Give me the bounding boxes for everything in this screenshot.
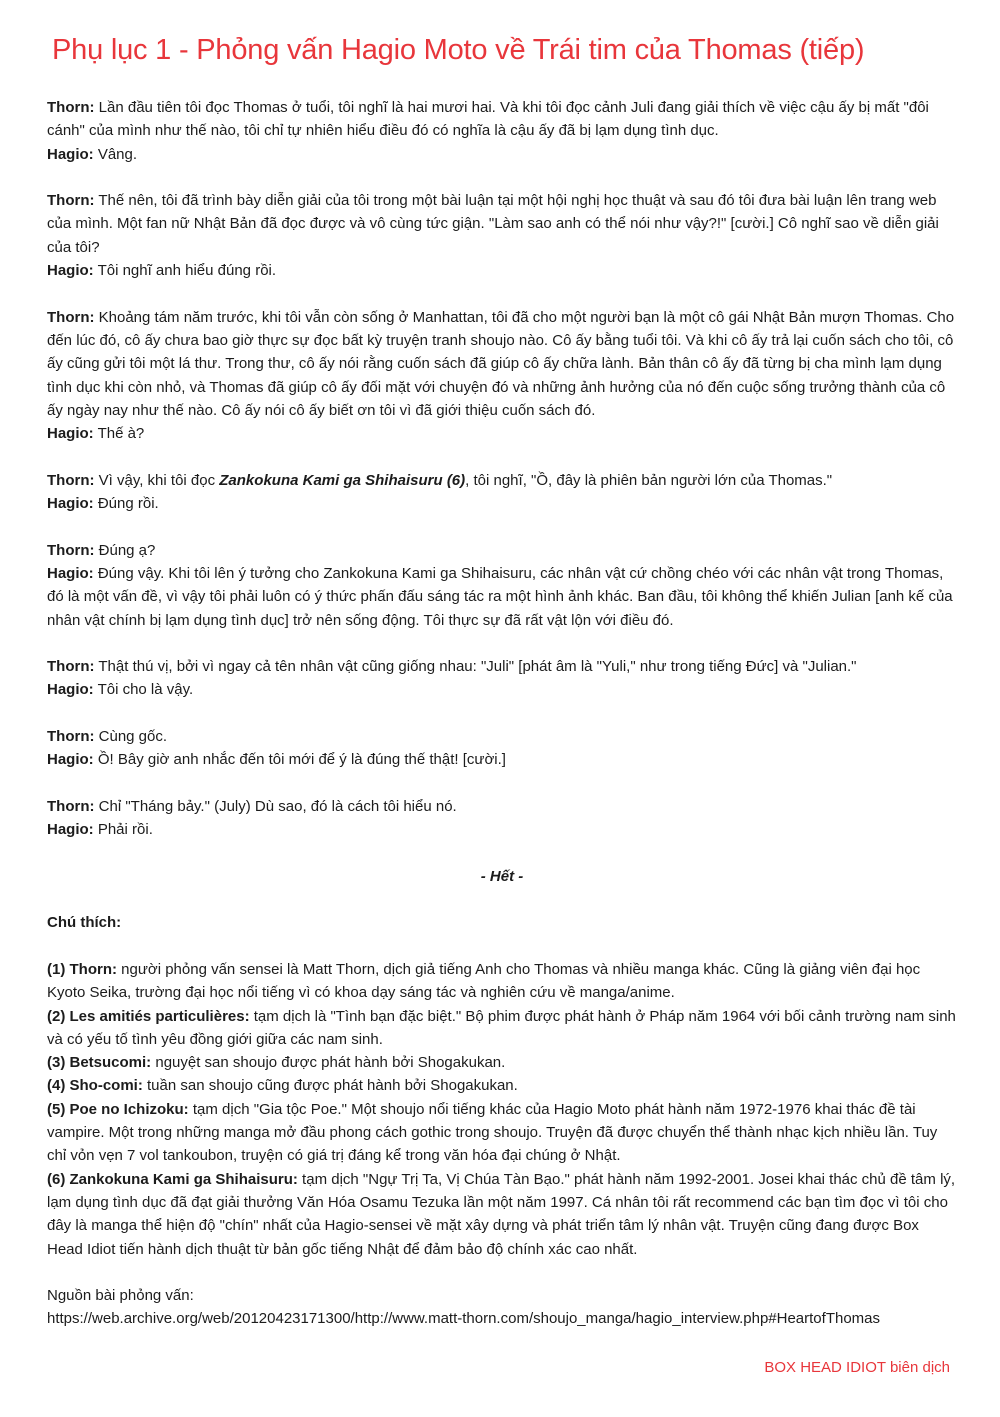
content [47, 96, 957, 1331]
speaker-label: Thorn: [47, 541, 95, 559]
credit: BOX HEAD IDIOT biên dịch [764, 1359, 950, 1376]
speaker-label: Hagio: [47, 564, 94, 582]
dialogue-text: Đúng vậy. Khi tôi lên ý tưởng cho Zankokuna Kami ga Shihaisuru, các nhân vật cứ chồng chéo với các nhân vật trong Thomas, đó là một vấn đề, vì vậy tôi phải luôn có ý thức phấn đấu sáng tác ra một hình ảnh khác. Ban đầu, tôi không thể khiến Julian [anh kế của nhân vật chính bị lạm dụng tình dục] trở nên sống động. Tôi thực sự đã rất vật lộn với điều đó. [47, 564, 953, 629]
dialogue-line [47, 492, 957, 515]
dialogue-text: , tôi nghĩ, "Ồ, đây là phiên bản người lớn của Thomas." [465, 471, 833, 489]
interview-block [47, 795, 957, 842]
footnote [47, 1168, 957, 1261]
dialogue-line [47, 818, 957, 841]
speaker-label: Hagio: [47, 425, 94, 443]
speaker-label: Hagio: [47, 751, 94, 769]
speaker-label: Thorn: [47, 728, 95, 746]
source [47, 1284, 957, 1331]
footnote-text: người phỏng vấn sensei là Matt Thorn, dịch giả tiếng Anh cho Thomas và nhiều manga khác. Cũng là giảng viên đại học Kyoto Seika, trường đại học nổi tiếng vì có khoa dạy sáng tác và nghiên cứu về manga/anime. [47, 960, 921, 1002]
dialogue-line [47, 678, 957, 701]
dialogue-line [47, 259, 957, 282]
interview [47, 96, 957, 842]
dialogue-text: Phải rồi. [93, 821, 153, 839]
footnote-text: tuần san shoujo cũng được phát hành bởi Shogakukan. [142, 1077, 518, 1095]
interview-block [47, 306, 957, 446]
footnote-text: tạm dịch "Gia tộc Poe." Một shoujo nổi tiếng khác của Hagio Moto phát hành năm 1972-1976 khai thác đề tài vampire. Một trong những manga mở đầu phong cách gothic trong shoujo. Truyện đã được chuyển thể thành nhạc kịch nhiều lần. Tuy chỉ vỏn vẹn 7 vol tankoubon, truyện có giá trị đáng kể trong văn hóa đại chúng ở Nhật. [47, 1100, 938, 1165]
dialogue-text: Tôi nghĩ anh hiểu đúng rồi. [93, 262, 277, 280]
dialogue-line [47, 469, 957, 492]
footnote [47, 1051, 957, 1074]
dialogue-text: Đúng ạ? [94, 541, 156, 559]
dialogue-line [47, 562, 957, 632]
footnote [47, 958, 957, 1005]
speaker-label: Hagio: [47, 821, 94, 839]
interview-block [47, 539, 957, 632]
speaker-label: Hagio: [47, 495, 94, 513]
speaker-label: Hagio: [47, 145, 94, 163]
speaker-label: Thorn: [47, 192, 95, 210]
dialogue-line [47, 422, 957, 445]
speaker-label: Hagio: [47, 681, 94, 699]
speaker-label: Thorn: [47, 308, 95, 326]
footnote-text: nguyệt san shoujo được phát hành bởi Shogakukan. [151, 1054, 506, 1072]
interview-block [47, 655, 957, 702]
footnote-term: (5) Poe no Ichizoku: [47, 1100, 189, 1118]
dialogue-text: Thật thú vị, bởi vì ngay cả tên nhân vật cũng giống nhau: "Juli" [phát âm là "Yuli," như trong tiếng Đức] và "Julian." [94, 658, 857, 676]
speaker-label: Hagio: [47, 262, 94, 280]
dialogue-text: Cùng gốc. [94, 728, 168, 746]
source-url[interactable]: https://web.archive.org/web/20120423171300/http://www.matt-thorn.com/shoujo_manga/hagio_interview.php#HeartofThomas [47, 1310, 880, 1328]
interview-block [47, 469, 957, 516]
dialogue-text: Thế à? [93, 425, 145, 443]
footnote [47, 1005, 957, 1052]
dialogue-text: Vâng. [93, 145, 138, 163]
dialogue-line [47, 539, 957, 562]
dialogue-text: Lần đầu tiên tôi đọc Thomas ở tuổi, tôi nghĩ là hai mươi hai. Và khi tôi đọc cảnh Juli đang giải thích về việc cậu ấy bị mất "đôi cánh" của mình như thế nào, tôi chỉ tự nhiên hiểu điều đó có nghĩa là cậu ấy đã bị lạm dụng tình dục. [47, 99, 929, 140]
footnote-text: tạm dịch là "Tình bạn đặc biệt." Bộ phim được phát hành ở Pháp năm 1964 với bối cảnh trường nam sinh và có yếu tố tình yêu đồng giới giữa các nam sinh. [47, 1007, 956, 1048]
footnote-term: (6) Zankokuna Kami ga Shihaisuru: [47, 1170, 298, 1188]
dialogue-line [47, 96, 957, 143]
notes-heading: Chú thích: [47, 914, 122, 932]
emphasized-title: Zankokuna Kami ga Shihaisuru (6) [219, 471, 466, 489]
footnote [47, 1074, 957, 1097]
source-label: Nguồn bài phỏng vấn: [47, 1287, 194, 1305]
dialogue-line [47, 655, 957, 678]
page-title: Phụ lục 1 - Phỏng vấn Hagio Moto về Trái tim của Thomas (tiếp) [52, 34, 865, 66]
footnote-term: (2) Les amitiés particulières: [47, 1007, 250, 1025]
dialogue-text: Ồ! Bây giờ anh nhắc đến tôi mới để ý là đúng thế thật! [cười.] [93, 751, 506, 769]
dialogue-line [47, 306, 957, 422]
interview-block [47, 96, 957, 166]
end-mark: - Hết - [480, 867, 524, 885]
dialogue-line [47, 143, 957, 166]
footnote [47, 1098, 957, 1168]
dialogue-line [47, 725, 957, 748]
dialogue-text: Đúng rồi. [93, 495, 159, 513]
notes-list [47, 958, 957, 1261]
speaker-label: Thorn: [47, 797, 95, 815]
dialogue-text: Tôi cho là vậy. [93, 681, 194, 699]
dialogue-text: Thế nên, tôi đã trình bày diễn giải của tôi trong một bài luận tại một hội nghị học thuật và sau đó tôi đưa bài luận lên trang web của mình. Một fan nữ Nhật Bản đã đọc được và vô cùng tức giận. "Làm sao anh có thể nói như vậy?!" [cười.] Cô nghĩ sao về diễn giải của tôi? [47, 192, 939, 256]
speaker-label: Thorn: [47, 99, 95, 116]
footnote-text: tạm dịch "Ngự Trị Ta, Vị Chúa Tàn Bạo." phát hành năm 1992-2001. Josei khai thác chủ đề tâm lý, lạm dụng tình dục đã đạt giải thưởng Văn Hóa Osamu Tezuka lần một năm 1997. Cá nhân tôi rất recommend các bạn tìm đọc vì tôi cho đây là manga thể hiện độ "chín" nhất của Hagio-sensei về mặt xây dựng và phát triển tâm lý nhân vật. Truyện cũng đang được Box Head Idiot tiến hành dịch thuật từ bản gốc tiếng Nhật để đảm bảo độ chính xác cao nhất. [47, 1170, 956, 1258]
dialogue-text: Chỉ "Tháng bảy." (July) Dù sao, đó là cách tôi hiểu nó. [94, 797, 457, 815]
interview-block [47, 725, 957, 772]
dialogue-line [47, 748, 957, 771]
dialogue-text: Khoảng tám năm trước, khi tôi vẫn còn sống ở Manhattan, tôi đã cho một người bạn là một cô gái Nhật Bản mượn Thomas. Cho đến lúc đó, cô ấy chưa bao giờ thực sự đọc bất kỳ truyện tranh shoujo nào. Cô ấy bằng tuổi tôi. Và khi cô ấy trả lại cuốn sách cho tôi, cô ấy cũng gửi tôi một lá thư. Trong thư, cô ấy nói rằng cuốn sách đã giúp cô ấy chữa lành. Bản thân cô ấy đã từng bị cha mình lạm dụng tình dục khi còn nhỏ, và Thomas đã giúp cô ấy đối mặt với chuyện đó và những ảnh hưởng của nó đến cuộc sống trưởng thành của cô ấy ngày nay như thế nào. Cô ấy nói cô ấy biết ơn tôi vì đã giới thiệu cuốn sách đó. [47, 308, 955, 419]
dialogue-line [47, 189, 957, 259]
footnote-term: (3) Betsucomi: [47, 1054, 152, 1072]
interview-block [47, 189, 957, 282]
dialogue-line [47, 795, 957, 818]
speaker-label: Thorn: [47, 658, 95, 676]
speaker-label: Thorn: [47, 471, 95, 489]
footnote-term: (4) Sho-comi: [47, 1077, 143, 1095]
footnote-term: (1) Thorn: [47, 960, 117, 978]
dialogue-text: Vì vậy, khi tôi đọc [94, 471, 220, 489]
